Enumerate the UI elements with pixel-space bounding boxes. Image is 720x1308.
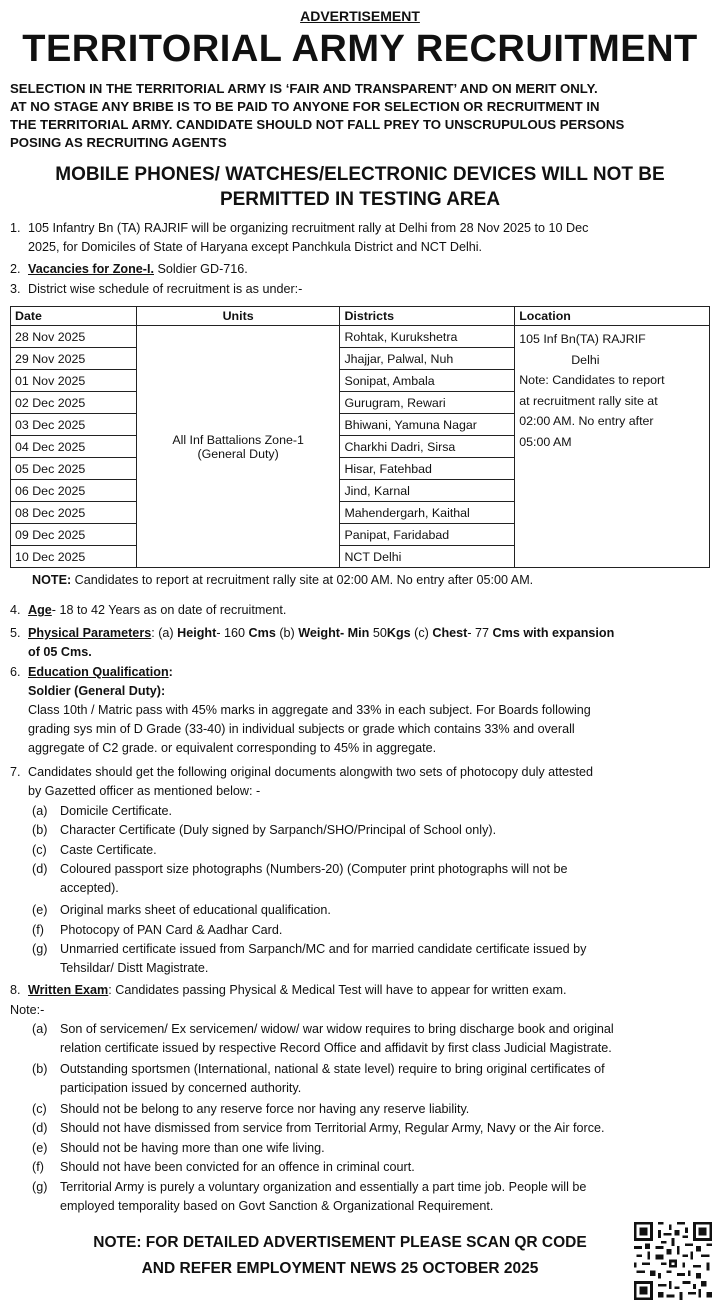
note-label: NOTE: xyxy=(32,573,72,587)
item-label: (b) xyxy=(32,1062,48,1076)
note-item xyxy=(32,1139,712,1158)
note-item xyxy=(32,1119,712,1138)
text-fragment: Kgs xyxy=(386,626,411,640)
date-cell: 04 Dec 2025 xyxy=(11,436,137,458)
item-label: (g) xyxy=(32,942,48,956)
item-text: Original marks sheet of educational qualification. xyxy=(60,903,331,917)
date-cell: 01 Nov 2025 xyxy=(11,370,137,392)
document-item xyxy=(32,841,712,860)
location-line: Delhi xyxy=(571,352,600,367)
districts-cell: Rohtak, Kurukshetra xyxy=(340,326,515,348)
para-1 xyxy=(10,219,712,257)
item-label: (d) xyxy=(32,1121,48,1135)
notice-line: MOBILE PHONES/ WATCHES/ELECTRONIC DEVICES WILL NOT BE xyxy=(55,164,665,185)
text-fragment: Weight- Min xyxy=(298,626,370,640)
date-cell: 03 Dec 2025 xyxy=(11,414,137,436)
para-4 xyxy=(10,601,712,620)
para-3 xyxy=(10,280,712,299)
warning-line: THE TERRITORIAL ARMY. CANDIDATE SHOULD NOT FALL PREY TO UNSCRUPULOUS PERSONS xyxy=(10,117,625,132)
para-text: Candidates should get the following original documents alongwith two sets of photocopy duly attested xyxy=(28,765,593,779)
text-fragment: (c) xyxy=(410,626,433,640)
electronic-devices-notice xyxy=(0,162,720,212)
note-item xyxy=(32,1020,712,1058)
footer-note xyxy=(40,1230,640,1282)
warning-line: AT NO STAGE ANY BRIBE IS TO BE PAID TO ANYONE FOR SELECTION OR RECRUITMENT IN xyxy=(10,99,600,114)
item-label: (e) xyxy=(32,1141,48,1155)
date-cell: 02 Dec 2025 xyxy=(11,392,137,414)
advertisement-label: ADVERTISEMENT xyxy=(300,8,420,24)
text-fragment: of xyxy=(28,645,44,659)
warning-line: POSING AS RECRUITING AGENTS xyxy=(10,135,227,150)
location-line: Note: Candidates to report xyxy=(519,373,665,387)
para-number: 1. xyxy=(10,221,21,235)
column-header-districts: Districts xyxy=(340,307,515,326)
location-line: 105 Inf Bn(TA) RAJRIF xyxy=(519,332,646,346)
age-label: Age xyxy=(28,603,52,617)
note-item xyxy=(32,1100,712,1119)
document-item xyxy=(32,821,712,840)
units-line: All Inf Battalions Zone-1 xyxy=(172,432,304,447)
schedule-table xyxy=(10,306,710,568)
footer-line: AND REFER EMPLOYMENT NEWS 25 OCTOBER 2025 xyxy=(141,1260,539,1277)
para-text: 2025, for Domiciles of State of Haryana except Panchkula District and NCT Delhi. xyxy=(28,240,483,254)
text-fragment: 50 xyxy=(369,626,387,640)
item-text: employed temporality based on Govt Sanction & Organizational Requirement. xyxy=(60,1199,494,1213)
document-item xyxy=(32,802,712,821)
footer-line: NOTE: FOR DETAILED ADVERTISEMENT PLEASE SCAN QR CODE xyxy=(93,1234,587,1251)
units-cell xyxy=(136,326,340,568)
column-header-location: Location xyxy=(515,307,710,326)
para-number: 7. xyxy=(10,765,21,779)
para-text: 105 Infantry Bn (TA) RAJRIF will be organizing recruitment rally at Delhi from 28 Nov 2025 to 10 Dec xyxy=(28,221,589,235)
location-cell xyxy=(515,326,710,568)
item-text: Domicile Certificate. xyxy=(60,804,172,818)
text-fragment: Cms with expansion xyxy=(492,626,615,640)
para-5 xyxy=(10,624,712,662)
item-text: Caste Certificate. xyxy=(60,843,157,857)
item-text: accepted). xyxy=(60,881,119,895)
item-label: (g) xyxy=(32,1180,48,1194)
districts-cell: Jhajjar, Palwal, Nuh xyxy=(340,348,515,370)
para-2 xyxy=(10,260,712,279)
physical-label: Physical Parameters xyxy=(28,626,152,640)
text-fragment: - 160 xyxy=(216,626,249,640)
item-text: Unmarried certificate issued from Sarpanch/MC and for married candidate certificate issued by xyxy=(60,942,587,956)
para-text: District wise schedule of recruitment is as under:- xyxy=(28,282,303,296)
districts-cell: Hisar, Fatehbad xyxy=(340,458,515,480)
page-title: TERRITORIAL ARMY RECRUITMENT xyxy=(22,28,698,70)
para-text: aggregate of C2 grade. or equivalent corresponding to 45% in aggregate. xyxy=(28,741,437,755)
item-text: Territorial Army is purely a voluntary organization and essentially a part time job. People will be xyxy=(60,1180,587,1194)
districts-cell: Bhiwani, Yamuna Nagar xyxy=(340,414,515,436)
date-cell: 29 Nov 2025 xyxy=(11,348,137,370)
para-text: grading sys min of D Grade (33-40) in individual subjects or grade which contains 33% and overall xyxy=(28,722,575,736)
item-text: Tehsildar/ Distt Magistrate. xyxy=(60,961,209,975)
item-text: Should not be having more than one wife living. xyxy=(60,1141,325,1155)
date-cell: 08 Dec 2025 xyxy=(11,502,137,524)
item-text: Coloured passport size photographs (Numbers-20) (Computer print photographs will not be xyxy=(60,862,568,876)
districts-cell: Panipat, Faridabad xyxy=(340,524,515,546)
document-item xyxy=(32,901,712,920)
units-line: (General Duty) xyxy=(197,446,279,461)
document-item xyxy=(32,921,712,940)
vacancies-text: Soldier GD-716. xyxy=(153,262,248,276)
text-fragment: - 77 xyxy=(467,626,493,640)
text-fragment: : xyxy=(168,665,173,679)
education-label: Education Qualification xyxy=(28,665,169,679)
para-number: 8. xyxy=(10,983,21,997)
item-text: Should not be belong to any reserve force nor having any reserve liability. xyxy=(60,1102,470,1116)
table-note xyxy=(32,571,712,590)
districts-cell: Jind, Karnal xyxy=(340,480,515,502)
para-number: 6. xyxy=(10,665,21,679)
text-fragment: Chest xyxy=(432,626,468,640)
item-label: (f) xyxy=(32,923,44,937)
age-text: - 18 to 42 Years as on date of recruitment. xyxy=(51,603,287,617)
para-number: 4. xyxy=(10,603,21,617)
warning-line: SELECTION IN THE TERRITORIAL ARMY IS ‘FAIR AND TRANSPARENT’ AND ON MERIT ONLY. xyxy=(10,81,598,96)
location-line: at recruitment rally site at xyxy=(519,393,658,408)
item-text: Should not have been convicted for an offence in criminal court. xyxy=(60,1160,415,1174)
districts-cell: Mahendergarh, Kaithal xyxy=(340,502,515,524)
text-fragment: Height xyxy=(177,626,217,640)
districts-cell: Sonipat, Ambala xyxy=(340,370,515,392)
item-label: (a) xyxy=(32,1022,48,1036)
text-fragment: (b) xyxy=(275,626,299,640)
para-number: 5. xyxy=(10,626,21,640)
para-number: 2. xyxy=(10,262,21,276)
date-cell: 06 Dec 2025 xyxy=(11,480,137,502)
text-fragment: Cms xyxy=(248,626,276,640)
table-row xyxy=(11,326,710,348)
column-header-date: Date xyxy=(11,307,137,326)
notice-line: PERMITTED IN TESTING AREA xyxy=(219,189,501,210)
vacancies-label: Vacancies for Zone-I. xyxy=(28,262,154,276)
item-label: (c) xyxy=(32,843,47,857)
districts-cell: Charkhi Dadri, Sirsa xyxy=(340,436,515,458)
item-text: Outstanding sportsmen (International, national & state level) require to bring original certificates of xyxy=(60,1062,605,1076)
document-item xyxy=(32,940,712,978)
date-cell: 09 Dec 2025 xyxy=(11,524,137,546)
qr-code-icon[interactable] xyxy=(634,1222,712,1300)
districts-cell: NCT Delhi xyxy=(340,546,515,568)
text-fragment: : (a) xyxy=(151,626,178,640)
text-fragment: 05 Cms. xyxy=(43,645,92,659)
date-cell: 28 Nov 2025 xyxy=(11,326,137,348)
para-text: by Gazetted officer as mentioned below: - xyxy=(28,784,261,798)
districts-cell: Gurugram, Rewari xyxy=(340,392,515,414)
note-item xyxy=(32,1178,712,1216)
item-label: (b) xyxy=(32,823,48,837)
item-text: relation certificate issued by respective Record Office and affidavit by first class Judicial Magistrate. xyxy=(60,1041,612,1055)
date-cell: 10 Dec 2025 xyxy=(11,546,137,568)
written-exam-label: Written Exam xyxy=(28,983,109,997)
item-text: Son of servicemen/ Ex servicemen/ widow/ war widow requires to bring discharge book and original xyxy=(60,1022,614,1036)
document-item xyxy=(32,860,712,898)
item-label: (d) xyxy=(32,862,48,876)
note-item xyxy=(32,1158,712,1177)
education-sub-label: Soldier (General Duty): xyxy=(28,684,166,698)
item-label: (e) xyxy=(32,903,48,917)
table-header-row xyxy=(11,307,710,326)
item-label: (f) xyxy=(32,1160,44,1174)
para-text: Class 10th / Matric pass with 45% marks in aggregate and 33% in each subject. For Boards following xyxy=(28,703,591,717)
column-header-units: Units xyxy=(136,307,340,326)
item-text: participation issued by concerned authority. xyxy=(60,1081,302,1095)
note-item xyxy=(32,1060,712,1098)
item-text: Should not have dismissed from service from Territorial Army, Regular Army, Navy or the Air force. xyxy=(60,1121,605,1135)
written-exam-text: : Candidates passing Physical & Medical Test will have to appear for written exam. xyxy=(108,983,567,997)
item-text: Photocopy of PAN Card & Aadhar Card. xyxy=(60,923,283,937)
notes-heading: Note:- xyxy=(10,1003,45,1017)
item-text: Character Certificate (Duly signed by Sarpanch/SHO/Principal of School only). xyxy=(60,823,497,837)
date-cell: 05 Dec 2025 xyxy=(11,458,137,480)
location-line: 02:00 AM. No entry after xyxy=(519,414,654,428)
para-6 xyxy=(10,663,712,758)
fairness-warning xyxy=(10,80,712,152)
para-7 xyxy=(10,763,712,801)
location-line: 05:00 AM xyxy=(519,434,572,449)
note-text: Candidates to report at recruitment rally site at 02:00 AM. No entry after 05:00 AM. xyxy=(71,573,534,587)
para-8 xyxy=(10,981,712,1000)
item-label: (a) xyxy=(32,804,48,818)
para-number: 3. xyxy=(10,282,21,296)
item-label: (c) xyxy=(32,1102,47,1116)
